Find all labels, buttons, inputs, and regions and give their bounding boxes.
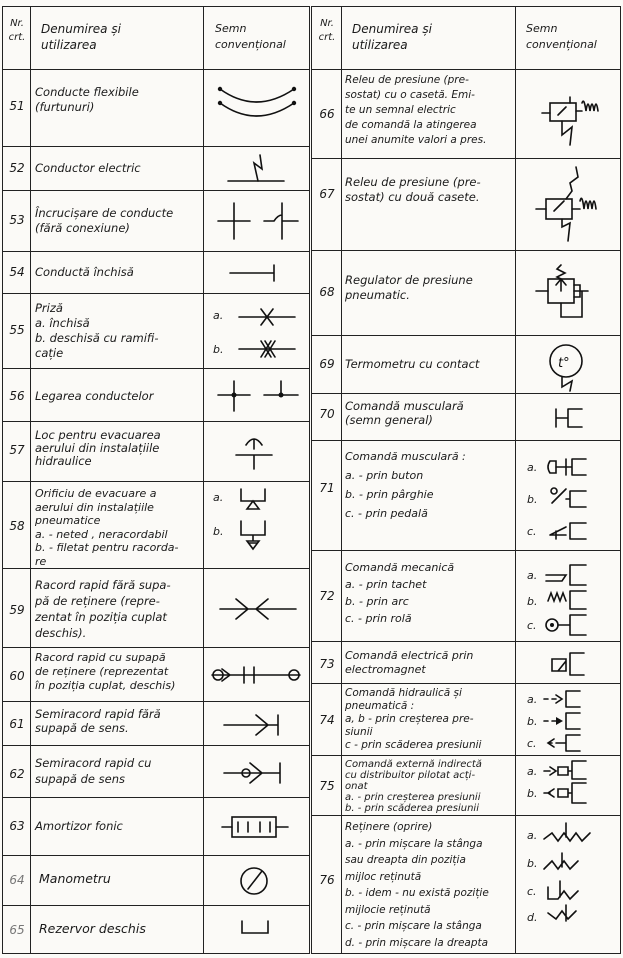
pneumatic-air-vent-symbol [231, 485, 307, 565]
pneumatic-pressure-regulator-symbol [522, 255, 618, 333]
silencer-symbol [208, 801, 308, 853]
right-table [311, 6, 621, 954]
row-text: Legarea conductelor [35, 389, 154, 403]
row-nr: 55 [9, 323, 25, 337]
row-text: Termometru cu contact [345, 357, 480, 371]
row-text: Loc pentru evacuarea aerului din instalațiile hidraulice [35, 428, 161, 468]
half-coupling-check-symbol [208, 749, 308, 795]
row-nr: 61 [9, 717, 25, 731]
symbol-letter: b. [213, 343, 224, 356]
header-nr: Nr. crt. [8, 18, 26, 43]
row-nr: 69 [319, 357, 335, 371]
symbol-letter: b. [527, 715, 538, 728]
manometer-symbol [208, 859, 308, 903]
symbol-letter: c. [527, 737, 537, 750]
row-nr: 70 [319, 407, 335, 421]
row-text: Racord rapid cu supapă de reținere (reprezentat în poziția cuplat, deschis) [35, 651, 176, 692]
row-text: Conducte flexibile (furtunuri) [35, 85, 139, 114]
quick-coupling-check-symbol [208, 651, 308, 699]
pressure-switch-double-symbol [522, 163, 618, 247]
row-text: Încrucișare de conducte (fără conexiune) [35, 206, 174, 235]
quick-coupling-no-check-symbol [208, 573, 308, 645]
row-text: Reținere (oprire) a. - prin mișcare la stânga sau dreapta din poziția mijloc reținută b. - idem - nu există poziție mijlocie reținută c. - prin mișcare la stânga d. - prin mișcare la dreapta [345, 821, 489, 949]
header-semn: Semn convențional [526, 22, 597, 51]
row-nr: 52 [9, 161, 25, 175]
row-nr: 54 [9, 265, 25, 279]
symbol-letter: a. [527, 693, 538, 706]
row-nr: 60 [9, 669, 25, 683]
row-text: Orificiu de evacuare a aerului din instalațiile pneumatice a. - neted , neracordabil b. - filetat pentru racorda- re [35, 487, 179, 568]
header-denumirea: Denumirea și utilizarea [352, 22, 432, 52]
row-nr: 53 [9, 213, 25, 227]
row-nr: 62 [9, 767, 25, 781]
muscular-control-variants-symbol [542, 447, 618, 549]
symbol-letter: b. [527, 857, 538, 870]
symbol-letter: a. [213, 491, 224, 504]
row-text: Comandă electrică prin electromagnet [345, 649, 474, 676]
symbol-letter: d. [527, 911, 538, 924]
symbol-letter: c. [527, 525, 537, 538]
row-nr: 64 [9, 873, 25, 887]
row-text: Comandă mecanică a. - prin tachet b. - prin arc c. - prin rolă [345, 561, 455, 625]
header-semn: Semn convențional [215, 22, 286, 51]
row-nr: 72 [319, 589, 335, 603]
conduit-connection-symbol [208, 373, 308, 417]
symbol-letter: a. [527, 461, 538, 474]
closed-conduit-symbol [208, 257, 308, 291]
row-text: Regulator de presiune pneumatic. [345, 273, 473, 302]
electromagnet-control-symbol [522, 645, 618, 681]
row-nr: 57 [9, 443, 25, 457]
row-nr: 68 [319, 285, 335, 299]
pilot-operated-control-symbol [540, 757, 618, 813]
row-nr: 59 [9, 603, 25, 617]
left-table [2, 6, 310, 954]
crossing-no-connection-symbol [208, 195, 308, 247]
row-text: Conductor electric [35, 161, 141, 175]
detent-symbol [540, 819, 618, 939]
socket-symbol [231, 301, 307, 365]
row-nr: 74 [319, 713, 335, 727]
mechanical-control-symbol [542, 555, 618, 641]
muscular-control-symbol [522, 397, 618, 439]
row-nr: 67 [319, 187, 335, 201]
open-tank-symbol [208, 909, 308, 949]
symbol-letter: a. [213, 309, 224, 322]
header-nr: Nr. crt. [318, 18, 336, 43]
row-nr: 51 [9, 99, 25, 113]
row-text: Comandă externă indirectă cu distribuitor pilotat acți- onat a. - prin creșterea presiunii b. - prin scăderea presiunii [345, 759, 482, 814]
symbol-letter: b. [527, 787, 538, 800]
row-text: Semiracord rapid cu supapă de sens [35, 756, 152, 786]
row-nr: 71 [319, 481, 335, 495]
symbol-letter: a. [527, 829, 538, 842]
row-text: Priză a. închisă b. deschisă cu ramifi- cație [35, 301, 159, 360]
row-text: Manometru [39, 871, 111, 886]
electric-conductor-symbol [208, 149, 308, 189]
row-nr: 76 [319, 873, 335, 887]
row-text: Amortizor fonic [35, 819, 123, 833]
symbol-letter: b. [527, 595, 538, 608]
row-nr: 58 [9, 519, 25, 533]
row-text: Comandă hidraulică și pneumatică : a, b - prin creșterea pre- siunii c - prin scăderea presiunii [345, 687, 482, 751]
row-text: Comandă musculară : a. - prin buton b. - prin pârghie c. - prin pedală [345, 450, 466, 520]
symbol-letter: b. [213, 525, 224, 538]
row-nr: 75 [319, 779, 335, 793]
symbol-letter: b. [527, 493, 538, 506]
row-nr: 63 [9, 819, 25, 833]
half-coupling-no-check-symbol [208, 705, 308, 743]
symbol-letter: c. [527, 619, 537, 632]
row-text: Conductă închisă [35, 265, 134, 279]
symbol-letter: c. [527, 885, 537, 898]
row-nr: 56 [9, 389, 25, 403]
symbol-letter: a. [527, 765, 538, 778]
row-nr: 65 [9, 923, 25, 937]
row-text: Rezervor deschis [39, 921, 146, 936]
header-denumirea: Denumirea și utilizarea [41, 22, 121, 52]
hydraulic-pneumatic-control-symbol [540, 685, 618, 753]
row-text: Semiracord rapid fără supapă de sens. [35, 707, 161, 735]
row-nr: 73 [319, 657, 335, 671]
row-text: Releu de presiune (pre- sostat) cu o casetă. Emi- te un semnal electric de comandă la atingerea unei anumite valori a pres. [345, 74, 487, 146]
pressure-switch-single-symbol [522, 75, 618, 155]
thermometer-label: t° [558, 356, 570, 371]
hydraulic-air-vent-symbol [208, 425, 308, 479]
row-nr: 66 [319, 107, 335, 121]
flexible-hose-symbol [208, 73, 308, 143]
contact-thermometer-symbol [522, 339, 618, 393]
row-text: Releu de presiune (pre- sostat) cu două casete. [345, 175, 481, 204]
symbol-letter: a. [527, 569, 538, 582]
row-text: Racord rapid fără supa- pă de reținere (repre- zentat în poziția cuplat deschis). [35, 578, 171, 640]
row-text: Comandă musculară (semn general) [345, 399, 464, 427]
